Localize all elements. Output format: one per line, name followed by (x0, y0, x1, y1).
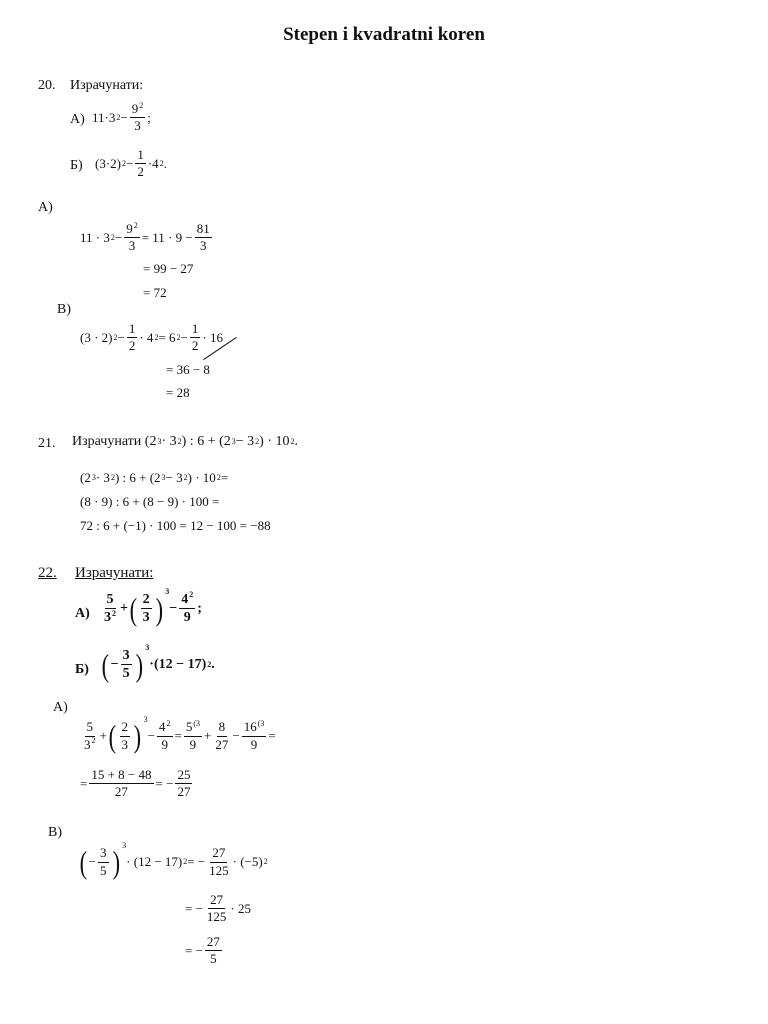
solution-20a-line-2: = 99 − 27 (143, 261, 194, 276)
solution-22b-line-1: ( − $\frac{3}{5}$ ) 3 · (12 − 17) 2 = − $\frac{27}{125}$ · (−5) 2 (79, 841, 268, 880)
problem-22-prompt: Израчунати: (75, 565, 154, 581)
solution-22b-label: B) (48, 825, 62, 840)
problem-22b-label: Б) (75, 662, 89, 677)
problem-20a-expression: 11·3 2 − $\frac{9^2}{3}$ ; (92, 100, 151, 134)
solution-21-line-3: 72 : 6 + (−1) · 100 = 12 − 100 = −88 (80, 518, 271, 533)
problem-22-number: 22. (38, 565, 57, 581)
solution-20b-line-2: = 36 − 8 (166, 362, 210, 377)
problem-20-prompt: Израчунати: (70, 78, 144, 93)
problem-22a-expression: $\frac{5}{3^2}$ + ( $\frac{2}{3}$ ) 3 − $\frac{4^2}{9}$ ; (104, 587, 202, 627)
solution-22a-line-1: $\frac{5}{3^2}$ + ( $\frac{2}{3}$ ) 3 − $\frac{4^2}{9}$ = $\frac{5^{(3}}{9}$ + $\frac{8}{27}$ − $\frac{16^{(3}}{9}$ = (84, 715, 276, 754)
problem-22a-label: А) (75, 606, 90, 621)
solution-22a-label: A) (53, 700, 68, 715)
solution-20a-line-1: 11 · 3 2 − $\frac{9^2}{3}$ = 11 · 9 − $\frac{81}{3}$ (80, 220, 210, 254)
solution-20b-line-3: = 28 (166, 385, 190, 400)
solution-20a-label: A) (38, 200, 53, 215)
solution-20b-label: B) (57, 302, 71, 317)
solution-21-line-2: (8 · 9) : 6 + (8 − 9) · 100 = (80, 494, 220, 509)
problem-22b-expression: ( − $\frac{3}{5}$ ) 3 ·(12 − 17) 2 . (101, 643, 215, 683)
solution-21-line-1: (2 3 · 3 2 ) : 6 + (2 3 − 3 2 ) · 10 2 = (80, 470, 229, 485)
page-title: Stepen i kvadratni koren (283, 24, 485, 45)
problem-20b-label: Б) (70, 158, 83, 173)
solution-20b-line-1: (3 · 2) 2 − $\frac{1}{2}$ · 4 2 = 6 2 − $\frac{1}{2}$ · 16 (80, 321, 223, 354)
problem-20b-expression: (3·2) 2 − $\frac{1}{2}$ ·4 2 . (95, 147, 167, 180)
solution-22b-line-2: = − $\frac{27}{125}$ · 25 (185, 892, 252, 925)
problem-21-number: 21. (38, 436, 56, 451)
problem-20-number: 20. (38, 78, 56, 93)
solution-22b-line-3: = − $\frac{27}{5}$ (185, 934, 220, 967)
solution-22a-line-2: = $\frac{15 + 8 - 48}{27}$ = − $\frac{25}{27}$ (80, 767, 191, 800)
solution-20a-line-3: = 72 (143, 285, 167, 300)
problem-20a-label: А) (70, 112, 85, 127)
problem-21-expression: Израчунати (2 3 · 3 2 ) : 6 + (2 3 − 3 2 ) · 10 2 . (72, 434, 298, 449)
